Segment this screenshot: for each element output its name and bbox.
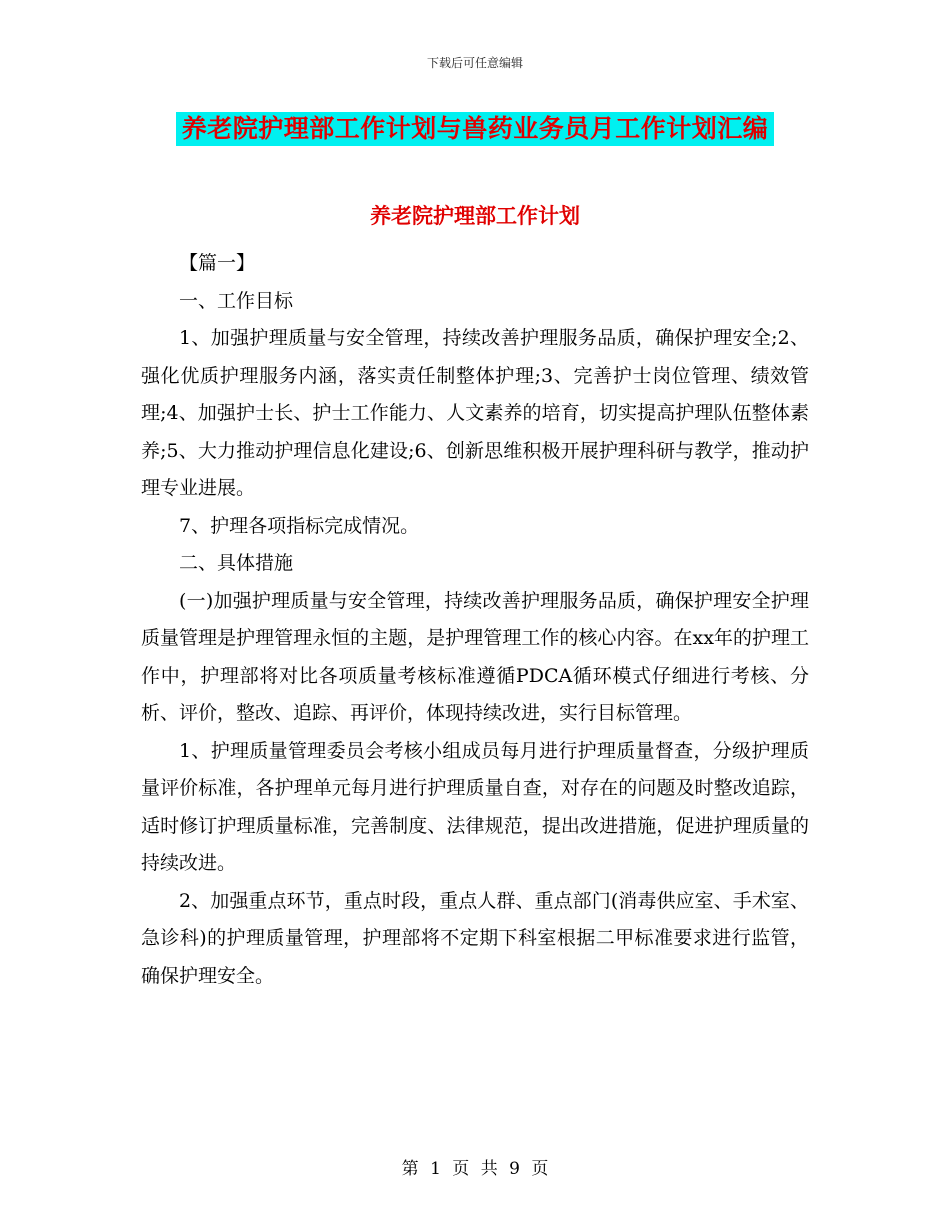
paragraph: 一、工作目标 bbox=[179, 289, 294, 312]
paragraph: 7、护理各项指标完成情况。 bbox=[179, 514, 420, 537]
paragraph: 1、护理质量管理委员会考核小组成员每月进行护理质量督查，分级护理质量评价标准，各护理单元每月进行护理质量自查，对存在的问题及时整改追踪，适时修订护理质量标准，完善制度、法律规范，提出改进措施，促进护理质量的持续改进。 bbox=[141, 739, 809, 874]
paragraph: 二、具体措施 bbox=[179, 552, 294, 574]
paragraph: 1、加强护理质量与安全管理，持续改善护理服务品质，确保护理安全;2、强化优质护理服务内涵，落实责任制整体护理;3、完善护士岗位管理、绩效管理;4、加强护士长、护士工作能力、人文素养的培育，切实提高护理队伍整体素养;5、大力推动护理信息化建设;6、创新思维积极开展护理科研与教学，推动护理专业进展。 bbox=[141, 327, 809, 499]
main-title-text: 养老院护理部工作计划与兽药业务员月工作计划汇编 bbox=[176, 112, 775, 146]
header-note: 下载后可任意编辑 bbox=[426, 56, 523, 70]
main-title bbox=[0, 112, 950, 146]
page-footer: 第 1 页 共 9 页 bbox=[401, 1159, 549, 1179]
paragraph: 2、加强重点环节，重点时段，重点人群、重点部门(消毒供应室、手术室、急诊科)的护理质量管理，护理部将不定期下科室根据二甲标准要求进行监管，确保护理安全。 bbox=[141, 889, 809, 987]
paragraph: 【篇一】 bbox=[179, 252, 256, 274]
document-body bbox=[141, 245, 809, 995]
section-title: 养老院护理部工作计划 bbox=[370, 203, 580, 228]
paragraph: (一)加强护理质量与安全管理，持续改善护理服务品质，确保护理安全护理质量管理是护理管理永恒的主题，是护理管理工作的核心内容。在xx年的护理工作中，护理部将对比各项质量考核标准遵循PDCA循环模式仔细进行考核、分析、评价，整改、追踪、再评价，体现持续改进，实行目标管理。 bbox=[141, 589, 809, 724]
